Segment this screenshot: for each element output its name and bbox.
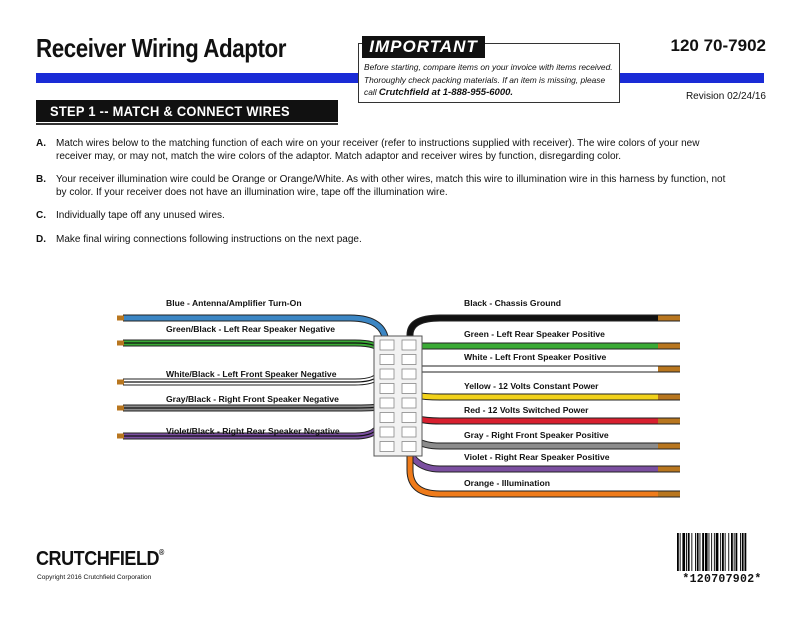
- wire-tip: [117, 434, 124, 439]
- instruction-text: Make final wiring connections following instructions on the next page.: [56, 234, 362, 245]
- wiring-diagram: [0, 280, 802, 510]
- crutchfield-logo: [36, 548, 164, 571]
- part-number: 120 70-7902: [670, 36, 766, 55]
- right-wire: [405, 367, 680, 372]
- instruction-d: [36, 234, 736, 247]
- logo-text: CRUTCHFIELD: [36, 548, 160, 570]
- right-wire-label: Red - 12 Volts Switched Power: [464, 405, 589, 415]
- left-wire-label: Violet/Black - Right Rear Speaker Negative: [166, 426, 340, 436]
- instruction-letter: B.: [36, 174, 46, 185]
- barcode-number: *120707902*: [682, 573, 762, 586]
- wire-tip: [117, 406, 124, 411]
- instruction-letter: D.: [36, 234, 46, 245]
- right-wire-label: Black - Chassis Ground: [464, 298, 561, 308]
- instruction-b: [36, 174, 736, 200]
- left-wire-label: Gray/Black - Right Front Speaker Negative: [166, 394, 339, 404]
- important-text: [364, 61, 616, 100]
- right-wire-label: White - Left Front Speaker Positive: [464, 352, 607, 362]
- left-wire: [117, 341, 380, 353]
- wire-tip: [658, 444, 680, 449]
- wire-tip: [658, 419, 680, 424]
- wire-tip: [658, 395, 680, 400]
- right-wire: [405, 390, 680, 400]
- wire-tip: [658, 316, 680, 321]
- important-label: IMPORTANT: [362, 36, 485, 58]
- harness-connector: [374, 336, 422, 456]
- wire-tip: [658, 367, 680, 372]
- wire-tip: [658, 492, 680, 497]
- instruction-text: Your receiver illumination wire could be Orange or Orange/White. As with other wires, match this wire to illumination wire in this harness by function, not by color. If your receiver does not have an illumination wire, tape off the illumination wire.: [56, 174, 726, 198]
- revision-date: Revision 02/24/16: [685, 91, 766, 102]
- left-wire: [117, 406, 380, 411]
- barcode-icon: [677, 533, 767, 571]
- wire-tip: [117, 380, 124, 385]
- right-wire-label: Green - Left Rear Speaker Positive: [464, 329, 605, 339]
- copyright: Copyright 2016 Crutchfield Corporation: [37, 574, 152, 581]
- wire-tip: [117, 316, 124, 321]
- logo-registered-mark: ®: [159, 548, 164, 557]
- instruction-letter: A.: [36, 138, 46, 149]
- page-title: Receiver Wiring Adaptor: [36, 33, 287, 63]
- step-header: [36, 100, 338, 122]
- important-phone: Crutchfield at 1-888-955-6000.: [378, 87, 514, 98]
- instruction-text: Individually tape off any unused wires.: [56, 210, 225, 221]
- right-wire: [405, 344, 680, 349]
- instruction-text: Match wires below to the matching function of each wire on your receiver (refer to instructions supplied with receiver). The wire colors of your new receiver may, or may not, match the wire colors of the adaptor. Match adaptor and receiver wires by function, disregarding color.: [56, 138, 700, 162]
- instruction-c: [36, 210, 736, 223]
- wire-tip: [658, 467, 680, 472]
- instruction-letter: C.: [36, 210, 46, 221]
- wire-tip: [658, 344, 680, 349]
- left-wire-label: Green/Black - Left Rear Speaker Negative: [166, 324, 336, 334]
- instruction-a: [36, 138, 736, 164]
- wire-tip: [117, 341, 124, 346]
- step-divider: [36, 123, 338, 125]
- left-wire-label: White/Black - Left Front Speaker Negative: [166, 369, 337, 379]
- step-title: STEP 1 -- MATCH & CONNECT WIRES: [50, 103, 290, 119]
- right-wire-label: Orange - Illumination: [464, 478, 550, 488]
- right-wire-label: Gray - Right Front Speaker Positive: [464, 430, 609, 440]
- right-wire-label: Violet - Right Rear Speaker Positive: [464, 452, 610, 462]
- important-text-body: Before starting, compare items on your invoice with items received. Thoroughly check packing materials. If an item is missing, please call: [364, 62, 613, 97]
- right-wire-label: Yellow - 12 Volts Constant Power: [464, 381, 599, 391]
- left-wire-label: Blue - Antenna/Amplifier Turn-On: [166, 298, 302, 308]
